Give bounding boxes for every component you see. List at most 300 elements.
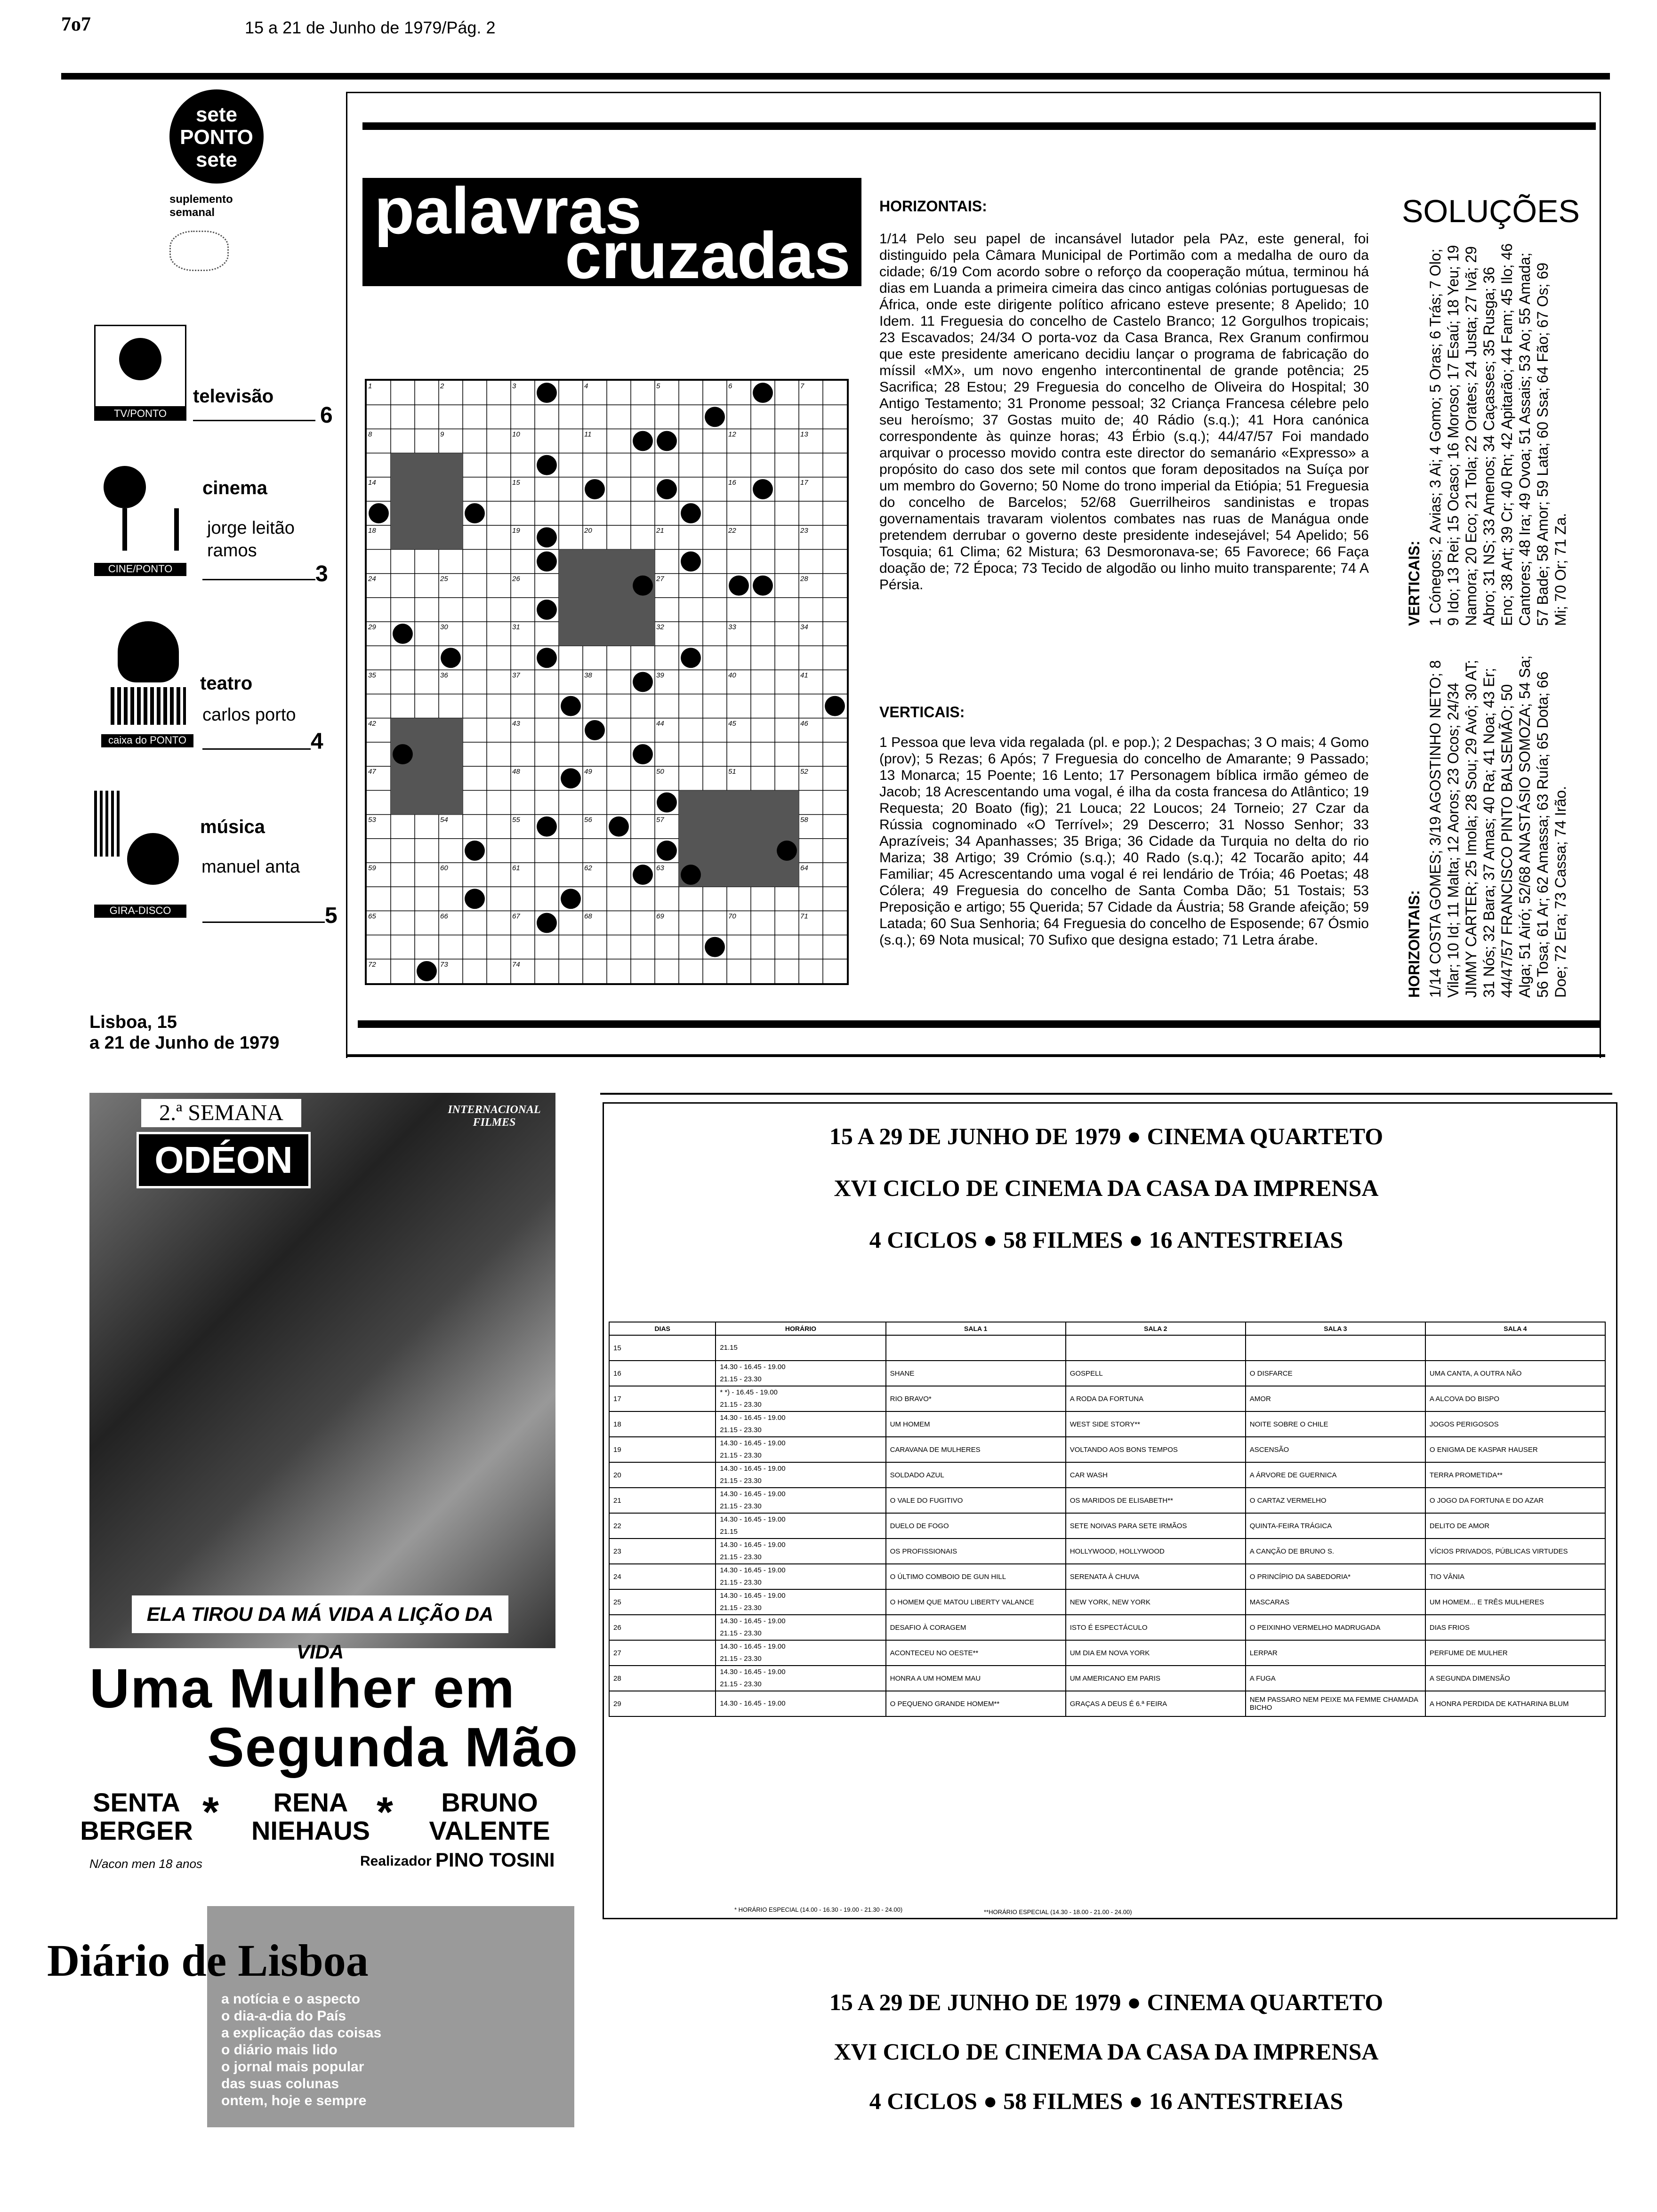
cell-sala-3: O PRINCÍPIO DA SABEDORIA* bbox=[1246, 1564, 1425, 1589]
clue-number: 74 bbox=[512, 960, 520, 969]
cell-sala-3: NOITE SOBRE O CHILE bbox=[1246, 1411, 1425, 1437]
age-rating: N/acon men 18 anos bbox=[89, 1857, 202, 1871]
clue-number: 16 bbox=[728, 478, 736, 487]
black-square bbox=[465, 503, 485, 523]
col-sala-2: SALA 2 bbox=[1066, 1322, 1246, 1335]
cinema-repeat-heading-1: 15 A 29 DE JUNHO DE 1979 ● CINEMA QUARTETO bbox=[829, 1989, 1384, 2015]
clue-number: 27 bbox=[656, 575, 664, 583]
black-square bbox=[561, 696, 581, 716]
clue-number: 38 bbox=[584, 671, 592, 680]
header-logo: 7o7 bbox=[61, 14, 91, 35]
horario-line: 21.15 - 23.30 bbox=[720, 1604, 762, 1612]
section-author-musica: manuel anta bbox=[201, 857, 300, 877]
black-square bbox=[537, 455, 557, 475]
section-rule bbox=[202, 922, 325, 923]
musica-box-label: GIRA-DISCO bbox=[94, 905, 186, 918]
clue-number: 57 bbox=[656, 816, 664, 824]
horario-line: 21.15 bbox=[720, 1528, 738, 1536]
section-title-televisao: televisão bbox=[193, 386, 274, 407]
cell-sala-2: HOLLYWOOD, HOLLYWOOD bbox=[1066, 1539, 1246, 1564]
clue-number: 5 bbox=[656, 382, 660, 390]
horario-line: 21.15 - 23.30 bbox=[720, 1655, 762, 1663]
brand-line-1: sete bbox=[195, 103, 238, 126]
musica-face-icon bbox=[127, 833, 179, 885]
clue-number: 59 bbox=[368, 864, 376, 872]
cell-horario bbox=[716, 1513, 885, 1539]
cell-dia: 19 bbox=[609, 1437, 716, 1462]
cell-horario bbox=[716, 1462, 885, 1488]
crossword-grid-svg bbox=[367, 381, 847, 983]
cell-dia: 18 bbox=[609, 1411, 716, 1437]
cell-sala-1: O PEQUENO GRANDE HOMEM** bbox=[886, 1691, 1066, 1716]
solucoes-title: SOLUÇÕES bbox=[1402, 193, 1580, 229]
section-title-musica: música bbox=[200, 817, 265, 837]
table-row bbox=[609, 1666, 1605, 1691]
clue-number: 41 bbox=[800, 671, 808, 680]
cell-sala-3: QUINTA-FEIRA TRÁGICA bbox=[1246, 1513, 1425, 1539]
cell-sala-1: CARAVANA DE MULHERES bbox=[886, 1437, 1066, 1462]
cell-sala-3: A FUGA bbox=[1246, 1666, 1425, 1691]
black-square bbox=[681, 648, 701, 668]
black-square bbox=[657, 479, 677, 499]
horizontais-heading: HORIZONTAIS: bbox=[879, 198, 987, 215]
section-page-televisao: 6 bbox=[320, 403, 333, 428]
crossword-grid bbox=[365, 379, 849, 985]
teatro-box-label: caixa do PONTO bbox=[101, 734, 193, 747]
table-row bbox=[609, 1640, 1605, 1666]
cell-sala-2: SETE NOIVAS PARA SETE IRMÃOS bbox=[1066, 1513, 1246, 1539]
horario-line: 21.15 bbox=[720, 1344, 738, 1352]
black-square bbox=[585, 479, 605, 499]
cell-sala-1: O VALE DO FUGITIVO bbox=[886, 1488, 1066, 1513]
cell-sala-4: TERRA PROMETIDA** bbox=[1425, 1462, 1605, 1488]
clue-number: 69 bbox=[656, 912, 664, 921]
col-horario: HORÁRIO bbox=[716, 1322, 885, 1335]
solucoes-verticais: 1 Cónegos; 2 Avias; 3 Ai; 4 Gomo; 5 Oras; 6 Trás; 7 Olo; 9 Ido; 13 Rei; 15 Ocaso; 16 Moroso; 17 Esaú; 18 Yeu; 19 Namora; 20 Eco; 21 Tola; 22 Orates; 24 Justa; 27 Ivã; 29 Abro; 31 NS; 33 Amenos; 34 Caçasses; 35 Rusga; 36 Eno; 38 Art; 39 Cr; 40 Rn; 42 Apitarão; 44 Fam; 45 Ilo; 46 Cantores; 48 Ira; 49 Ovoa; 51 Assais; 53 Ao; 55 Amada; 57 Bade; 58 Amor; 59 Lata; 60 Ssa; 64 Fão; 67 Os; 69 Mi; 70 Or; 71 Za. bbox=[1427, 243, 1569, 626]
musica-icon bbox=[94, 791, 193, 899]
cell-sala-4: PERFUME DE MULHER bbox=[1425, 1640, 1605, 1666]
cinema-projector-icon bbox=[122, 508, 179, 551]
clue-number: 65 bbox=[368, 912, 376, 921]
horario-line: 21.15 - 23.30 bbox=[720, 1502, 762, 1510]
clue-number: 13 bbox=[800, 430, 808, 439]
clue-number: 4 bbox=[584, 382, 588, 390]
cell-sala-2: A RODA DA FORTUNA bbox=[1066, 1386, 1246, 1411]
cell-sala-2: OS MARIDOS DE ELISABETH** bbox=[1066, 1488, 1246, 1513]
cell-horario bbox=[716, 1691, 885, 1716]
puzzle-title-line-1: palavras bbox=[374, 174, 642, 248]
clue-number: 54 bbox=[440, 816, 448, 824]
brand-logo bbox=[169, 89, 264, 184]
horario-line: 21.15 - 23.30 bbox=[720, 1426, 762, 1434]
cell-sala-2: GOSPELL bbox=[1066, 1361, 1246, 1386]
table-row bbox=[609, 1539, 1605, 1564]
cinema-box-label: CINE/PONTO bbox=[94, 563, 186, 576]
black-square bbox=[441, 648, 461, 668]
footnote-2: **HORÁRIO ESPECIAL (14.30 - 18.00 - 21.00 - 24.00) bbox=[984, 1908, 1132, 1915]
section-page-cinema: 3 bbox=[315, 561, 328, 586]
cell-dia: 24 bbox=[609, 1564, 716, 1589]
section-page-teatro: 4 bbox=[311, 729, 323, 754]
black-square bbox=[465, 889, 485, 909]
black-square bbox=[777, 841, 797, 861]
black-square bbox=[753, 383, 773, 403]
section-author-cinema: jorge leitão ramos bbox=[207, 518, 295, 561]
clue-number: 7 bbox=[800, 382, 804, 390]
clue-number: 35 bbox=[368, 671, 376, 680]
cell-sala-1: ACONTECEU NO OESTE** bbox=[886, 1640, 1066, 1666]
schedule-body bbox=[609, 1335, 1605, 1716]
clue-number: 37 bbox=[512, 671, 520, 680]
clue-number: 66 bbox=[440, 912, 448, 921]
cell-dia: 22 bbox=[609, 1513, 716, 1539]
black-square bbox=[537, 648, 557, 668]
horizontais-clues: 1/14 Pelo seu papel de incansável lutador pela PAz, este general, foi distinguido pela Câmara Municipal de Portimão com a medalha de ouro da cidade; 6/19 Com acordo sobre o reforço da cooperação mútua, terminou há dias em Luanda a primeira cimeira das cinco antigas colónias portuguesas de África, onde este dirigente político africano esteve presente; 8 Apelido; 10 Idem. 11 Freguesia do concelho de Castelo Branco; 12 Gorgulhos tropicais; 23 Escavados; 24/34 O porta-voz da Casa Branca, Rex Granum confirmou que este presidente americano decidiu lançar o programa de fabricação do míssil «MX», um novo engenho intercontinental de grande potência; 25 Sacrifica; 28 Estou; 29 Freguesia do concelho de Oliveira do Hospital; 30 Antigo Testamento; 31 Pronome pessoal; 32 Criança Francesa célebre pelo seu heroísmo; 37 Gostas muito de; 40 Rádio (s.q.); 41 Hora canónica correspondente às quinze horas; 43 Érbio (s.q.); 44/47/57 Foi mandado arquivar o processo movido contra este director do semanário «Expresso» a propósito do caso dos sete mil contos que foram depositados na Suíça por um membro do Governo; 50 Nome do trono imperial da Etiópia; 51 Freguesia do concelho de Barcelos; 52/68 Guerrilheiros sandinistas e tropas governamentais travaram violentos combates nas ruas de Manágua onde pretendem derrubar o governo deste presidente indesejável; 54 Apelido; 56 Tosquia; 61 Clima; 62 Mistura; 63 Desmoronava-se; 65 Favorece; 66 Faça doação de; 72 Época; 73 Tecido de algodão ou linho muito transparente; 74 A Pérsia. bbox=[879, 231, 1369, 593]
table-row bbox=[609, 1615, 1605, 1640]
clue-number: 8 bbox=[368, 430, 372, 439]
horario-line: 14.30 - 16.45 - 19.00 bbox=[720, 1592, 786, 1600]
clue-number: 63 bbox=[656, 864, 664, 872]
supplement-line-1: suplemento bbox=[169, 193, 233, 206]
cell-sala-2: CAR WASH bbox=[1066, 1462, 1246, 1488]
table-row bbox=[609, 1564, 1605, 1589]
clue-number: 73 bbox=[440, 960, 448, 969]
horario-line: 21.15 - 23.30 bbox=[720, 1629, 762, 1637]
puzzle-frame-bottom bbox=[346, 1054, 1605, 1057]
clue-number: 2 bbox=[440, 382, 444, 390]
distributor-logo: INTERNACIONAL FILMES bbox=[448, 1104, 541, 1129]
clue-number: 58 bbox=[800, 816, 808, 824]
clue-number: 26 bbox=[512, 575, 520, 583]
clue-number: 48 bbox=[512, 768, 520, 776]
cell-horario bbox=[716, 1386, 885, 1411]
cell-sala-4: TIO VÂNIA bbox=[1425, 1564, 1605, 1589]
clue-number: 72 bbox=[368, 960, 376, 969]
puzzle-title bbox=[362, 174, 861, 292]
horario-line: 21.15 - 23.30 bbox=[720, 1451, 762, 1459]
diario-line: o diário mais lido bbox=[221, 2042, 338, 2058]
portrait-photo bbox=[391, 453, 463, 550]
clue-number: 28 bbox=[800, 575, 808, 583]
black-square bbox=[705, 407, 725, 427]
black-square bbox=[633, 744, 653, 764]
clue-number: 33 bbox=[728, 623, 736, 631]
clue-number: 70 bbox=[728, 912, 736, 921]
table-row bbox=[609, 1361, 1605, 1386]
diario-slogans bbox=[221, 1991, 504, 2109]
horario-line: 14.30 - 16.45 - 19.00 bbox=[720, 1490, 786, 1498]
black-square bbox=[633, 576, 653, 596]
puzzle-bottom-rule bbox=[358, 1020, 1601, 1028]
cell-sala-3: O DISFARCE bbox=[1246, 1361, 1425, 1386]
clue-number: 20 bbox=[584, 527, 592, 535]
cinema-repeat-heading-2: XVI CICLO DE CINEMA DA CASA DA IMPRENSA bbox=[834, 2038, 1379, 2065]
table-row bbox=[609, 1437, 1605, 1462]
horario-line: * *) - 16.45 - 19.00 bbox=[720, 1388, 778, 1396]
supplement-label bbox=[169, 193, 233, 219]
cell-sala-1: OS PROFISSIONAIS bbox=[886, 1539, 1066, 1564]
clue-number: 32 bbox=[656, 623, 664, 631]
solucoes-verticais-heading: VERTICAIS: bbox=[1406, 540, 1423, 626]
horario-line: 14.30 - 16.45 - 19.00 bbox=[720, 1617, 786, 1625]
cell-sala-4: JOGOS PERIGOSOS bbox=[1425, 1411, 1605, 1437]
cell-sala-3: NEM PASSARO NEM PEIXE MA FEMME CHAMADA BICHO bbox=[1246, 1691, 1425, 1716]
clue-number: 3 bbox=[512, 382, 516, 390]
section-rule bbox=[193, 420, 315, 421]
cell-horario bbox=[716, 1335, 885, 1361]
clue-number: 15 bbox=[512, 478, 520, 487]
section-title-teatro: teatro bbox=[200, 673, 253, 694]
cell-sala-3: A CANÇÃO DE BRUNO S. bbox=[1246, 1539, 1425, 1564]
cell-horario bbox=[716, 1539, 885, 1564]
cast-member-2: RENA NIEHAUS bbox=[251, 1787, 370, 1845]
horario-line: 21.15 - 23.30 bbox=[720, 1680, 762, 1688]
cinema-name: ODÉON bbox=[137, 1132, 311, 1188]
cell-sala-1: UM HOMEM bbox=[886, 1411, 1066, 1437]
cell-dia: 21 bbox=[609, 1488, 716, 1513]
solucoes-horizontais: 1/14 COSTA GOMES; 3/19 AGOSTINHO NETO; 8 Vilar; 10 Id; 11 Malta; 12 Aoros; 23 Ocos; 24/34 JIMMY CARTER; 25 Imola; 28 Sou; 29 Avô; 30 AT; 31 Nós; 32 Bara; 37 Amas; 40 Ra; 41 Noa; 43 Er; 44/47/57 FRANCISCO PINTO BALSEMÃO; 50 Alga; 51 Airó; 52/68 ANASTÁSIO SOMOZA; 54 Sa; 56 Tosa; 61 Ar; 62 Amassa; 63 Ruía; 65 Dota; 66 Doe; 72 Era; 73 Cassa; 74 Irão. bbox=[1427, 655, 1569, 998]
cell-sala-2: SERENATA À CHUVA bbox=[1066, 1564, 1246, 1589]
cell-horario bbox=[716, 1411, 885, 1437]
cell-horario bbox=[716, 1615, 885, 1640]
puzzle-top-rule bbox=[362, 122, 1596, 130]
cell-sala-4: VÍCIOS PRIVADOS, PÚBLICAS VIRTUDES bbox=[1425, 1539, 1605, 1564]
clue-number: 10 bbox=[512, 430, 520, 439]
cast-separator-2: * bbox=[377, 1789, 394, 1836]
clue-number: 53 bbox=[368, 816, 376, 824]
clue-number: 34 bbox=[800, 623, 808, 631]
black-square bbox=[561, 768, 581, 788]
clue-number: 56 bbox=[584, 816, 592, 824]
black-square bbox=[369, 503, 389, 523]
black-square bbox=[753, 576, 773, 596]
diario-line: a notícia e o aspecto bbox=[221, 1991, 361, 2007]
black-square bbox=[825, 696, 845, 716]
header-rule bbox=[61, 73, 1610, 80]
cell-dia: 16 bbox=[609, 1361, 716, 1386]
table-row bbox=[609, 1386, 1605, 1411]
clue-number: 42 bbox=[368, 719, 376, 728]
cell-sala-1: HONRA A UM HOMEM MAU bbox=[886, 1666, 1066, 1691]
week-label: 2.ª SEMANA bbox=[141, 1099, 301, 1127]
horario-line: 14.30 - 16.45 - 19.00 bbox=[720, 1465, 786, 1473]
horario-line: 14.30 - 16.45 - 19.00 bbox=[720, 1643, 786, 1651]
clue-number: 24 bbox=[368, 575, 376, 583]
black-square bbox=[561, 889, 581, 909]
clue-number: 68 bbox=[584, 912, 592, 921]
black-square bbox=[633, 431, 653, 451]
clue-number: 50 bbox=[656, 768, 664, 776]
black-square bbox=[537, 817, 557, 837]
cell-dia: 15 bbox=[609, 1335, 716, 1361]
black-square bbox=[537, 552, 557, 572]
col-sala-4: SALA 4 bbox=[1425, 1322, 1605, 1335]
black-square bbox=[537, 600, 557, 620]
clue-number: 39 bbox=[656, 671, 664, 680]
cell-sala-2: WEST SIDE STORY** bbox=[1066, 1411, 1246, 1437]
film-title-line-1: Uma Mulher em bbox=[89, 1658, 515, 1720]
horario-line: 14.30 - 16.45 - 19.00 bbox=[720, 1541, 786, 1549]
cell-sala-4: DELITO DE AMOR bbox=[1425, 1513, 1605, 1539]
cell-horario bbox=[716, 1666, 885, 1691]
black-square bbox=[393, 624, 413, 644]
header-date: 15 a 21 de Junho de 1979/Pág. 2 bbox=[245, 18, 496, 37]
horario-line: 21.15 - 23.30 bbox=[720, 1579, 762, 1587]
black-square bbox=[537, 527, 557, 547]
cell-sala-3: AMOR bbox=[1246, 1386, 1425, 1411]
horario-line: 14.30 - 16.45 - 19.00 bbox=[720, 1439, 786, 1447]
cell-sala-1: SHANE bbox=[886, 1361, 1066, 1386]
clue-number: 52 bbox=[800, 768, 808, 776]
black-square bbox=[585, 720, 605, 740]
cell-sala-3: ASCENSÃO bbox=[1246, 1437, 1425, 1462]
tv-face-icon bbox=[119, 338, 161, 380]
edition-date bbox=[89, 1012, 279, 1053]
cell-sala-4: A HONRA PERDIDA DE KATHARINA BLUM bbox=[1425, 1691, 1605, 1716]
diario-line: a explicação das coisas bbox=[221, 2025, 382, 2041]
clue-number: 17 bbox=[800, 478, 808, 487]
clue-number: 44 bbox=[656, 719, 664, 728]
cell-sala-4: A ALCOVA DO BISPO bbox=[1425, 1386, 1605, 1411]
supplement-line-2: semanal bbox=[169, 206, 215, 219]
film-title-line-2: Segunda Mão bbox=[207, 1716, 579, 1779]
clue-number: 60 bbox=[440, 864, 448, 872]
cell-sala-2 bbox=[1066, 1335, 1246, 1361]
edition-line-2: a 21 de Junho de 1979 bbox=[89, 1033, 280, 1053]
clue-number: 51 bbox=[728, 768, 736, 776]
clue-number: 40 bbox=[728, 671, 736, 680]
clue-number: 71 bbox=[800, 912, 808, 921]
cell-sala-4: O JOGO DA FORTUNA E DO AZAR bbox=[1425, 1488, 1605, 1513]
film-tagline: ELA TIROU DA MÁ VIDA A LIÇÃO DA VIDA bbox=[132, 1595, 508, 1633]
section-title-cinema: cinema bbox=[202, 478, 267, 498]
section-rule bbox=[202, 579, 315, 580]
cinema-repeat-heading-3: 4 CICLOS ● 58 FILMES ● 16 ANTESTREIAS bbox=[869, 2088, 1343, 2114]
schedule-header-row bbox=[609, 1322, 1605, 1335]
cell-dia: 27 bbox=[609, 1640, 716, 1666]
cell-sala-1 bbox=[886, 1335, 1066, 1361]
horario-line: 21.15 - 23.30 bbox=[720, 1553, 762, 1561]
cell-sala-2: ISTO É ESPECTÁCULO bbox=[1066, 1615, 1246, 1640]
cell-sala-1: SOLDADO AZUL bbox=[886, 1462, 1066, 1488]
clue-number: 55 bbox=[512, 816, 520, 824]
puzzle-title-line-2: cruzadas bbox=[565, 218, 851, 292]
clue-number: 29 bbox=[368, 623, 376, 631]
clue-number: 21 bbox=[656, 527, 664, 535]
horario-line: 21.15 - 23.30 bbox=[720, 1477, 762, 1485]
clue-number: 49 bbox=[584, 768, 592, 776]
cinema-heading-2: XVI CICLO DE CINEMA DA CASA DA IMPRENSA bbox=[834, 1175, 1379, 1201]
horario-line: 14.30 - 16.45 - 19.00 bbox=[720, 1566, 786, 1574]
black-square bbox=[609, 817, 629, 837]
director-name: PINO TOSINI bbox=[435, 1849, 555, 1871]
section-page-musica: 5 bbox=[325, 903, 338, 928]
clue-number: 46 bbox=[800, 719, 808, 728]
cell-sala-1: RIO BRAVO* bbox=[886, 1386, 1066, 1411]
diario-line: das suas colunas bbox=[221, 2076, 339, 2092]
black-square bbox=[681, 503, 701, 523]
col-sala-1: SALA 1 bbox=[886, 1322, 1066, 1335]
brand-line-2: PONTO bbox=[180, 126, 253, 149]
table-row bbox=[609, 1488, 1605, 1513]
cell-sala-3 bbox=[1246, 1335, 1425, 1361]
black-square bbox=[657, 793, 677, 813]
black-square bbox=[393, 744, 413, 764]
cast-member-1: SENTA BERGER bbox=[80, 1787, 193, 1845]
cell-sala-4: UMA CANTA, A OUTRA NÃO bbox=[1425, 1361, 1605, 1386]
black-square bbox=[417, 961, 437, 981]
col-sala-3: SALA 3 bbox=[1246, 1322, 1425, 1335]
dl-emblem bbox=[169, 231, 229, 271]
cell-sala-1: O ÚLTIMO COMBOIO DE GUN HILL bbox=[886, 1564, 1066, 1589]
portrait-photo bbox=[559, 549, 655, 646]
cell-sala-2: VOLTANDO AOS BONS TEMPOS bbox=[1066, 1437, 1246, 1462]
horario-line: 21.15 - 23.30 bbox=[720, 1375, 762, 1383]
cell-sala-3: A ÁRVORE DE GUERNICA bbox=[1246, 1462, 1425, 1488]
clue-number: 31 bbox=[512, 623, 520, 631]
cell-sala-2: UM AMERICANO EM PARIS bbox=[1066, 1666, 1246, 1691]
clue-number: 1 bbox=[368, 382, 372, 390]
horario-line: 14.30 - 16.45 - 19.00 bbox=[720, 1414, 786, 1422]
horario-line: 14.30 - 16.45 - 19.00 bbox=[720, 1668, 786, 1676]
clue-number: 14 bbox=[368, 478, 376, 487]
cell-horario bbox=[716, 1589, 885, 1615]
table-row bbox=[609, 1589, 1605, 1615]
cell-sala-1: O HOMEM QUE MATOU LIBERTY VALANCE bbox=[886, 1589, 1066, 1615]
cinema-top-rule bbox=[600, 1093, 1612, 1095]
verticais-clues: 1 Pessoa que leva vida regalada (pl. e pop.); 2 Despachas; 3 O mais; 4 Gomo (prov); 5 Rezas; 6 Após; 7 Freguesia do concelho de Amarante; 9 Passado; 13 Monarca; 15 Poente; 16 Lento; 17 Personagem bíblica irmão gémeo de Jacob; 18 Acrescentando uma vogal, é ilha da costa francesa do Atlântico; 19 Requesta; 20 Boato (fig); 21 Louca; 22 Loucos; 24 Torneio; 27 Czar da Rússia cognominado «O Terrível»; 29 Descerro; 31 Nosso Senhor; 33 Aprazíveis; 34 Apanhasses; 35 Briga; 36 Cidade da Turquia no delta do rio Mariza; 38 Artigo; 39 Crómio (s.q.); 40 Rado (s.q.); 42 Tocarão apito; 44 Familiar; 45 Acrescentando uma vogal é rei lendário de Tróia; 46 Poetas; 48 Cólera; 49 Freguesia do concelho de Santa Comba Dão; 51 Tostais; 53 Preposição e artigo; 55 Querida; 57 Cidade da Áustria; 58 Grande afeição; 59 Latada; 60 Sua Senhoria; 64 Freguesia do concelho de Esposende; 67 Ósmio (s.q.); 69 Nota musical; 70 Sufixo que designa estado; 71 Letra árabe. bbox=[879, 735, 1369, 948]
cell-dia: 28 bbox=[609, 1666, 716, 1691]
table-row bbox=[609, 1411, 1605, 1437]
cell-sala-3: MASCARAS bbox=[1246, 1589, 1425, 1615]
clue-number: 45 bbox=[728, 719, 736, 728]
clue-number: 61 bbox=[512, 864, 520, 872]
clue-number: 47 bbox=[368, 768, 376, 776]
section-author-teatro: carlos porto bbox=[202, 705, 296, 725]
cell-horario bbox=[716, 1361, 885, 1386]
black-square bbox=[537, 913, 557, 933]
tv-box-label: TV/PONTO bbox=[94, 408, 186, 421]
black-square bbox=[633, 672, 653, 692]
horario-line: 14.30 - 16.45 - 19.00 bbox=[720, 1363, 786, 1371]
cell-horario bbox=[716, 1564, 885, 1589]
cell-sala-4: DIAS FRIOS bbox=[1425, 1615, 1605, 1640]
table-row bbox=[609, 1513, 1605, 1539]
cinema-schedule-table bbox=[609, 1322, 1606, 1717]
black-square bbox=[753, 479, 773, 499]
horario-line: 14.30 - 16.45 - 19.00 bbox=[720, 1515, 786, 1523]
black-square bbox=[705, 937, 725, 957]
cinema-heading-3: 4 CICLOS ● 58 FILMES ● 16 ANTESTREIAS bbox=[869, 1226, 1343, 1253]
black-square bbox=[657, 431, 677, 451]
clue-number: 19 bbox=[512, 527, 520, 535]
cell-dia: 17 bbox=[609, 1386, 716, 1411]
black-square bbox=[657, 841, 677, 861]
cell-sala-1: DUELO DE FOGO bbox=[886, 1513, 1066, 1539]
black-square bbox=[537, 383, 557, 403]
cell-sala-4: A SEGUNDA DIMENSÃO bbox=[1425, 1666, 1605, 1691]
horario-line: 14.30 - 16.45 - 19.00 bbox=[720, 1699, 786, 1707]
table-row bbox=[609, 1335, 1605, 1361]
clue-number: 18 bbox=[368, 527, 376, 535]
teatro-bars-icon bbox=[111, 687, 186, 725]
cell-sala-4: O ENIGMA DE KASPAR HAUSER bbox=[1425, 1437, 1605, 1462]
clue-number: 62 bbox=[584, 864, 592, 872]
black-square bbox=[465, 841, 485, 861]
cell-sala-1: DESAFIO À CORAGEM bbox=[886, 1615, 1066, 1640]
table-row bbox=[609, 1462, 1605, 1488]
cell-dia: 26 bbox=[609, 1615, 716, 1640]
